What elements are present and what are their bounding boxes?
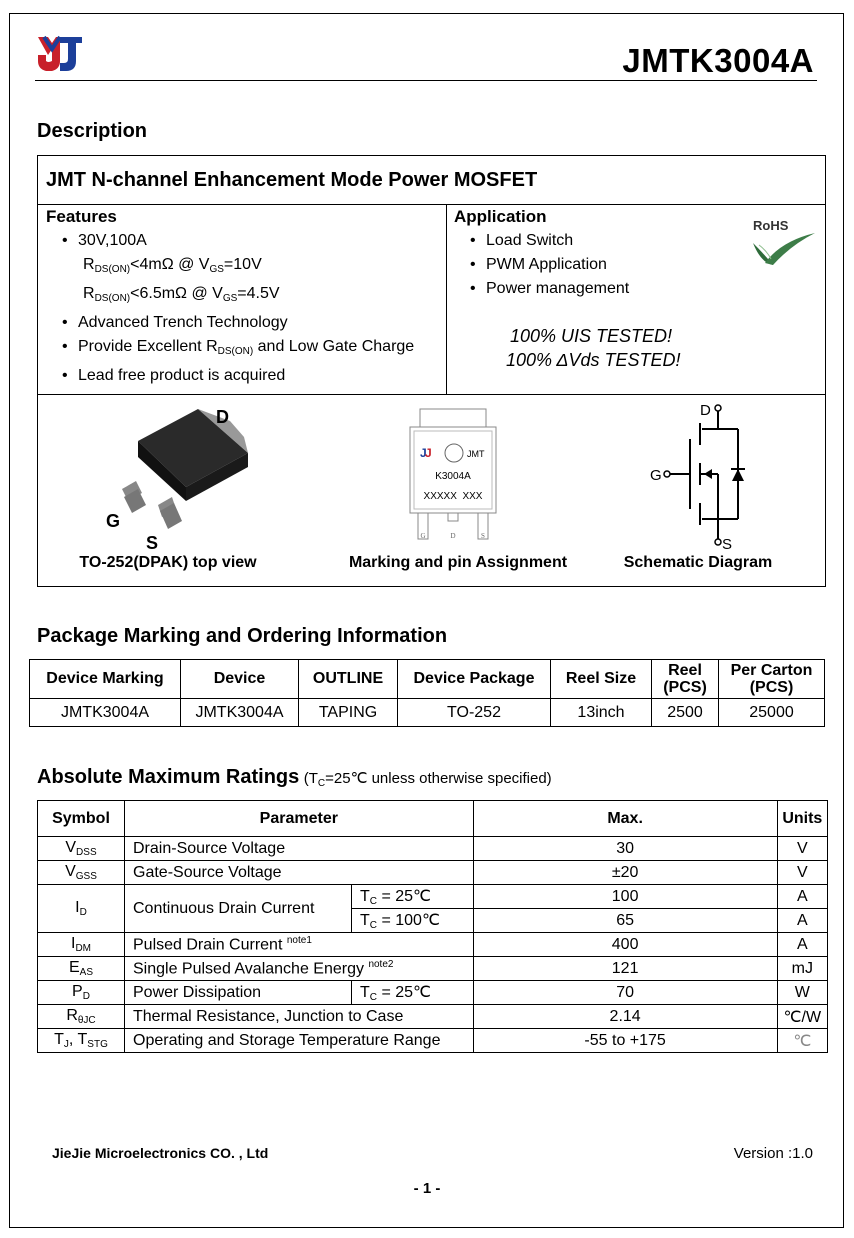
- feature-item: • Provide Excellent $R_{DS(ON)}$ and Low Gate Charge: [46, 335, 446, 364]
- svg-text:J: J: [420, 446, 427, 460]
- header-rule: [35, 80, 817, 81]
- table-row: [38, 837, 828, 861]
- rohs-check-icon: [751, 233, 817, 267]
- symbol-cell: $P_D$: [38, 981, 125, 1005]
- table-row: [38, 1005, 828, 1029]
- marking-line2: XXXXX XXX: [423, 491, 483, 502]
- rohs-badge: [751, 218, 821, 268]
- marking-pin-g: G: [420, 532, 426, 540]
- table-header: Device Package: [398, 660, 551, 699]
- param-cell: Single Pulsed Avalanche Energy $^{note2}$: [125, 957, 474, 981]
- part-number: JMTK3004A: [622, 42, 814, 79]
- condition-cell: $T_C$ = 100℃: [352, 909, 474, 933]
- max-cell: 121: [473, 957, 777, 981]
- marking-pin-s: S: [481, 532, 485, 540]
- table-header: Reel Size: [551, 660, 652, 699]
- table-cell: 2500: [652, 699, 719, 727]
- symbol-cell: $R_{\theta JC}$: [38, 1005, 125, 1029]
- description-box: [37, 155, 826, 395]
- rohs-label: RoHS: [753, 218, 789, 233]
- schematic-g-label: G: [650, 467, 662, 484]
- ordering-table: [29, 659, 825, 727]
- max-cell: 2.14: [473, 1005, 777, 1029]
- schematic-diagram: [646, 399, 776, 549]
- unit-cell: W: [777, 981, 827, 1005]
- table-header-row: [38, 801, 828, 837]
- table-row: [30, 699, 825, 727]
- max-cell: -55 to +175: [473, 1029, 777, 1053]
- features-list: [46, 229, 446, 388]
- ratings-table: [37, 800, 828, 1053]
- symbol-cell: $V_{DSS}$: [38, 837, 125, 861]
- table-header: Parameter: [125, 801, 474, 837]
- unit-cell: A: [777, 909, 827, 933]
- table-cell: 13inch: [551, 699, 652, 727]
- table-header-row: [30, 660, 825, 699]
- feature-item: $R_{DS(ON)}<4m\Omega$ @ $V_{GS}=10V$: [83, 256, 262, 275]
- table-row: [38, 885, 828, 909]
- table-header: Per Carton (PCS): [719, 660, 825, 699]
- max-cell: 100: [473, 885, 777, 909]
- schematic-d-label: D: [700, 402, 711, 419]
- unit-cell: ℃: [777, 1029, 827, 1053]
- table-header: Device: [181, 660, 299, 699]
- max-cell: 70: [473, 981, 777, 1005]
- uis-tested: 100% UIS TESTED!: [510, 326, 673, 346]
- max-cell: 65: [473, 909, 777, 933]
- application-item: • Power management: [454, 277, 714, 301]
- table-cell: 25000: [719, 699, 825, 727]
- symbol-cell: $I_D$: [38, 885, 125, 933]
- unit-cell: A: [777, 933, 827, 957]
- condition-cell: $T_C$ = 25℃: [352, 981, 474, 1005]
- schematic-s-label: S: [722, 536, 733, 549]
- unit-cell: ℃/W: [777, 1005, 827, 1029]
- unit-cell: V: [777, 861, 827, 885]
- table-row: [38, 861, 828, 885]
- caption-marking: Marking and pin Assignment: [348, 554, 568, 571]
- ratings-heading-line: [37, 766, 552, 789]
- table-header: OUTLINE: [299, 660, 398, 699]
- features-heading: Features: [46, 207, 117, 226]
- dpak-package-image: [98, 401, 278, 551]
- table-row: [38, 1029, 828, 1053]
- max-cell: 400: [473, 933, 777, 957]
- ordering-heading: Package Marking and Ordering Information: [37, 625, 448, 647]
- symbol-cell: $I_{DM}$: [38, 933, 125, 957]
- marking-pin-d: D: [450, 532, 456, 540]
- pin-g-label: G: [106, 511, 121, 531]
- table-cell: JMTK3004A: [181, 699, 299, 727]
- divider: [38, 204, 825, 205]
- feature-item: • Advanced Trench Technology: [46, 311, 446, 335]
- application-list: [454, 229, 714, 301]
- param-cell: Pulsed Drain Current $^{note1}$: [125, 933, 474, 957]
- table-cell: TAPING: [299, 699, 398, 727]
- symbol-cell: $V_{GSS}$: [38, 861, 125, 885]
- marking-line1: K3004A: [435, 471, 471, 482]
- svg-text:J: J: [425, 446, 432, 460]
- application-item: • PWM Application: [454, 253, 714, 277]
- table-header: Reel (PCS): [652, 660, 719, 699]
- symbol-cell: $E_{AS}$: [38, 957, 125, 981]
- footer-company: JieJie Microelectronics CO. , Ltd: [52, 1145, 269, 1161]
- vds-tested: 100% ΔVds TESTED!: [506, 350, 681, 370]
- max-cell: ±20: [473, 861, 777, 885]
- param-cell: Drain-Source Voltage: [125, 837, 474, 861]
- description-heading: Description: [37, 120, 148, 142]
- application-item: • Load Switch: [454, 229, 714, 253]
- divider: [446, 204, 447, 394]
- table-cell: JMTK3004A: [30, 699, 181, 727]
- pin-s-label: S: [146, 533, 159, 551]
- jiejie-logo: [36, 35, 84, 75]
- marking-logo-text: JMT: [467, 449, 485, 459]
- symbol-cell: $T_J$, $T_{STG}$: [38, 1029, 125, 1053]
- param-cell: Operating and Storage Temperature Range: [125, 1029, 474, 1053]
- description-title: JMT N-channel Enhancement Mode Power MOSFET: [46, 169, 538, 191]
- param-cell: Thermal Resistance, Junction to Case: [125, 1005, 474, 1029]
- max-cell: 30: [473, 837, 777, 861]
- pin-d-label: D: [216, 407, 229, 427]
- marking-diagram: [408, 407, 498, 542]
- table-cell: TO-252: [398, 699, 551, 727]
- unit-cell: V: [777, 837, 827, 861]
- table-row: [38, 981, 828, 1005]
- table-header: Symbol: [38, 801, 125, 837]
- figures-box: [37, 393, 826, 587]
- application-heading: Application: [454, 207, 547, 226]
- caption-schematic: Schematic Diagram: [623, 554, 773, 571]
- ratings-heading: Absolute Maximum Ratings: [37, 766, 300, 788]
- param-cell: Continuous Drain Current: [125, 885, 352, 933]
- table-row: [38, 957, 828, 981]
- param-cell: Power Dissipation: [125, 981, 352, 1005]
- table-header: Device Marking: [30, 660, 181, 699]
- footer-version: Version :1.0: [733, 1145, 813, 1162]
- param-cell: Gate-Source Voltage: [125, 861, 474, 885]
- unit-cell: mJ: [777, 957, 827, 981]
- caption-top-view: TO-252(DPAK) top view: [79, 554, 257, 571]
- feature-item: • 30V,100A: [46, 229, 446, 253]
- feature-item: $R_{DS(ON)}<6.5m\Omega$ @ $V_{GS}=4.5V$: [83, 285, 280, 304]
- feature-item: • Lead free product is acquired: [46, 364, 446, 388]
- table-header: Units: [777, 801, 827, 837]
- table-header: Max.: [473, 801, 777, 837]
- condition-cell: $T_C$ = 25℃: [352, 885, 474, 909]
- ratings-condition: ($T_C=25℃$ unless otherwise specified): [303, 770, 552, 789]
- table-row: [38, 933, 828, 957]
- unit-cell: A: [777, 885, 827, 909]
- page-number: - 1 -: [413, 1180, 441, 1197]
